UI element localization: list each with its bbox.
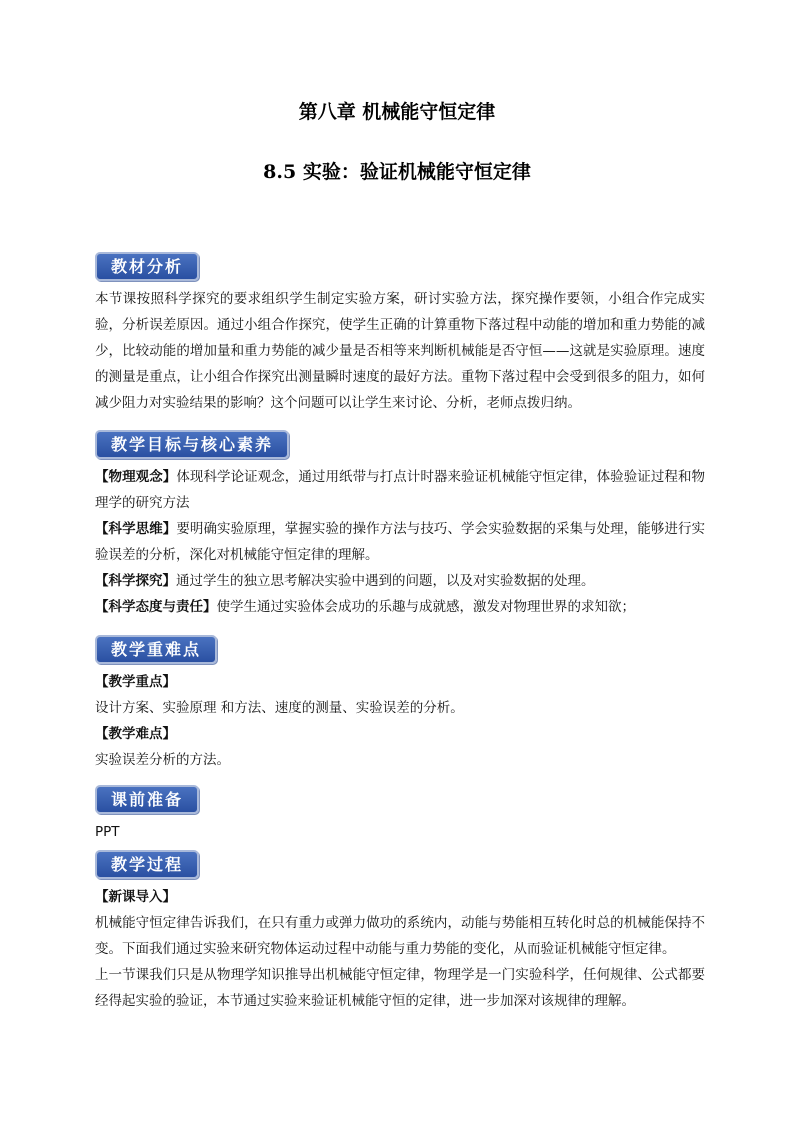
- key-points-badge: 教学重难点: [95, 635, 217, 664]
- goal-label: 【科学态度与责任】: [95, 599, 217, 615]
- goal-label: 【科学探究】: [95, 573, 176, 589]
- goal-item: [95, 568, 705, 594]
- intro-label: 【新课导入】: [95, 889, 176, 905]
- goal-text: 体现科学论证观念，通过用纸带与打点计时器来验证机械能守恒定律，体验验证过程和物理学的研究方法: [95, 469, 706, 511]
- focus-text: 设计方案、实验原理 和方法、速度的测量、实验误差的分析。: [95, 700, 464, 716]
- process-section: [95, 850, 705, 1014]
- focus-label: 【教学重点】: [95, 674, 176, 690]
- difficulty-text: 实验误差分析的方法。: [95, 752, 230, 768]
- preparation-text: PPT: [95, 824, 120, 840]
- section-title: 8.5 实验：验证机械能守恒定律: [263, 161, 531, 183]
- preparation-badge: 课前准备: [95, 785, 199, 814]
- goal-label: 【物理观念】: [95, 469, 177, 485]
- textbook-analysis-badge: 教材分析: [95, 252, 199, 281]
- textbook-analysis-text: 本节课按照科学探究的要求组织学生制定实验方案，研讨实验方法，探究操作要领，小组合作完成实验，分析误差原因。通过小组合作探究，使学生正确的计算重物下落过程中动能的增加和重力势能的减少，比较动能的增加量和重力势能的减少量是否相等来判断机械能是否守恒——这就是实验原理。速度的测量是重点，让小组合作探究出测量瞬时速度的最好方法。重物下落过程中会受到很多的阻力，如何减少阻力对实验结果的影响？这个问题可以让学生来讨论、分析，老师点拨归纳。: [95, 291, 705, 411]
- process-paragraph: 机械能守恒定律告诉我们，在只有重力或弹力做功的系统内，动能与势能相互转化时总的机械能保持不变。下面我们通过实验来研究物体运动过程中动能与重力势能的变化，从而验证机械能守恒定律。: [95, 915, 705, 957]
- goal-item: [95, 594, 705, 620]
- goals-badge: 教学目标与核心素养: [95, 430, 289, 459]
- goal-item: [95, 516, 705, 568]
- difficulty-label: 【教学难点】: [95, 726, 176, 742]
- goal-text: 通过学生的独立思考解决实验中遇到的问题，以及对实验数据的处理。: [176, 573, 595, 589]
- chapter-title: 第八章 机械能守恒定律: [298, 101, 496, 123]
- key-points-section: [95, 635, 705, 773]
- goal-label: 【科学思维】: [95, 521, 177, 537]
- preparation-section: [95, 785, 705, 845]
- process-badge: 教学过程: [95, 850, 199, 879]
- textbook-analysis-section: [95, 252, 705, 416]
- goal-text: 使学生通过实验体会成功的乐趣与成就感，激发对物理世界的求知欲；: [216, 599, 635, 615]
- goals-section: [95, 430, 705, 620]
- goal-item: [95, 464, 705, 516]
- goal-text: 要明确实验原理，掌握实验的操作方法与技巧、学会实验数据的采集与处理，能够进行实验误差的分析，深化对机械能守恒定律的理解。: [95, 521, 706, 563]
- process-paragraph: 上一节课我们只是从物理学知识推导出机械能守恒定律，物理学是一门实验科学，任何规律、公式都要经得起实验的验证，本节通过实验来验证机械能守恒的定律，进一步加深对该规律的理解。: [95, 967, 705, 1009]
